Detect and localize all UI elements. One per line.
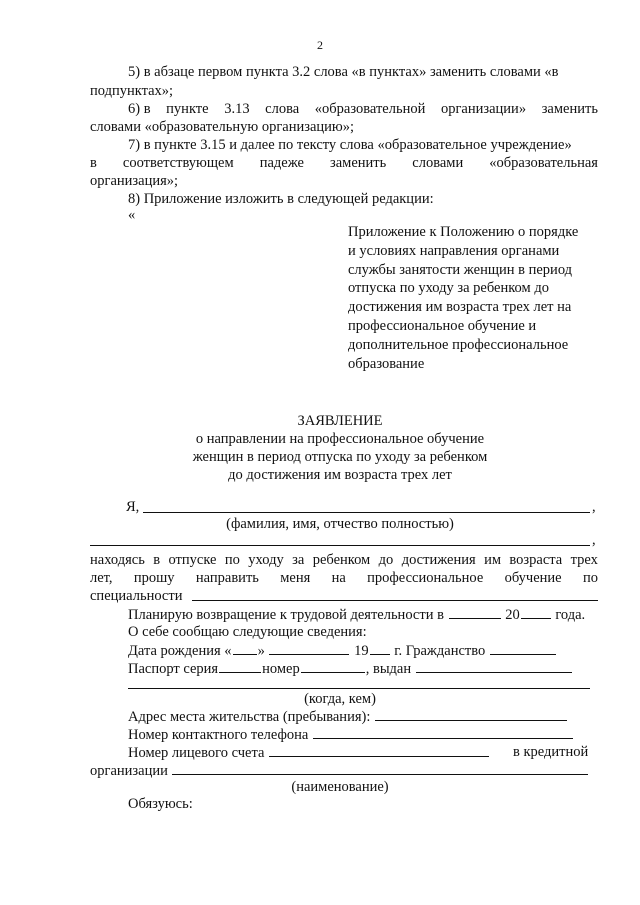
dob-day-field[interactable] (233, 641, 257, 655)
item-7-line-3: организация»; (90, 173, 179, 189)
item-7-line-1: 7) в пункте 3.15 и далее по тексту слова «образовательное учреждение» (128, 137, 572, 153)
return-year-field[interactable] (521, 605, 551, 619)
credit-org-text: в кредитной (513, 744, 589, 760)
form-subtitle-2: женщин в период отпуска по уходу за ребенком (192, 449, 488, 465)
dob-year-field[interactable] (370, 641, 390, 655)
account-field[interactable] (269, 743, 489, 757)
about-self-line: О себе сообщаю следующие сведения: (128, 624, 367, 640)
form-subtitle-1: о направлении на профессиональное обучение (195, 431, 485, 447)
phone-field[interactable] (313, 725, 573, 739)
item-7-line-2: в соответствующем падеже заменить словами «образовательная (90, 155, 598, 171)
item-8-line-1: 8) Приложение изложить в следующей редакции: (128, 191, 434, 207)
item-5-line-2: подпунктах»; (90, 83, 174, 99)
address-line: Адрес места жительства (пребывания): (128, 707, 568, 726)
item-6-line-1: 6) в пункте 3.13 слова «образовательной организации» заменить (128, 101, 598, 117)
passport-issued-field[interactable] (416, 659, 572, 673)
full-name-field-2[interactable] (90, 545, 590, 546)
organization-field[interactable] (172, 761, 588, 775)
address-field[interactable] (375, 707, 567, 721)
specialty-label: специальности (90, 588, 183, 604)
item-6-line-2: словами «образовательную организацию»; (90, 119, 355, 135)
form-subtitle-3: до достижения им возраста трех лет (228, 467, 452, 483)
organization-line: организации (90, 761, 589, 780)
appendix-caption: Приложение к Положению о порядке и условиях направления органами службы занятости женщин в период отпуска по уходу за ребенком до достижения им возраста трех лет на профессиональное обучение и дополнительное профессиональное образование (348, 224, 579, 372)
form-title: ЗАЯВЛЕНИЕ (297, 413, 383, 429)
name-comma: , (592, 499, 596, 515)
ya-label: Я, (126, 499, 140, 515)
name-comma-2: , (592, 532, 596, 548)
account-line: Номер лицевого счета (128, 743, 490, 762)
passport-issued-field-2[interactable] (128, 688, 590, 689)
dob-month-field[interactable] (269, 641, 349, 655)
dob-line: Дата рождения « » 19 г. Гражданство (128, 641, 557, 660)
full-name-hint: (фамилия, имя, отчество полностью) (226, 516, 454, 532)
full-name-field[interactable] (143, 512, 590, 513)
body-line-1: находясь в отпуске по уходу за ребенком до достижения им возраста трех (90, 552, 598, 568)
return-plan-line: Планирую возвращение к трудовой деятельности в 20 года. (128, 607, 586, 623)
passport-number-field[interactable] (301, 659, 365, 673)
when-whom-hint: (когда, кем) (304, 691, 376, 707)
item-5-line-1: 5) в абзаце первом пункта 3.2 слова «в пунктах» заменить словами «в (128, 64, 559, 80)
page-number: 2 (317, 38, 323, 52)
opening-quote: « (128, 207, 136, 223)
naimenovanie-hint: (наименование) (291, 779, 389, 795)
obligations-label: Обязуюсь: (128, 796, 193, 812)
phone-line: Номер контактного телефона (128, 725, 574, 744)
passport-line: Паспорт серия номер , выдан (128, 659, 573, 678)
passport-series-field[interactable] (219, 659, 261, 673)
specialty-field[interactable] (192, 600, 598, 601)
body-line-2: лет, прошу направить меня на профессиональное обучение по (90, 570, 598, 586)
citizenship-field[interactable] (490, 641, 556, 655)
return-month-field[interactable] (449, 605, 501, 619)
